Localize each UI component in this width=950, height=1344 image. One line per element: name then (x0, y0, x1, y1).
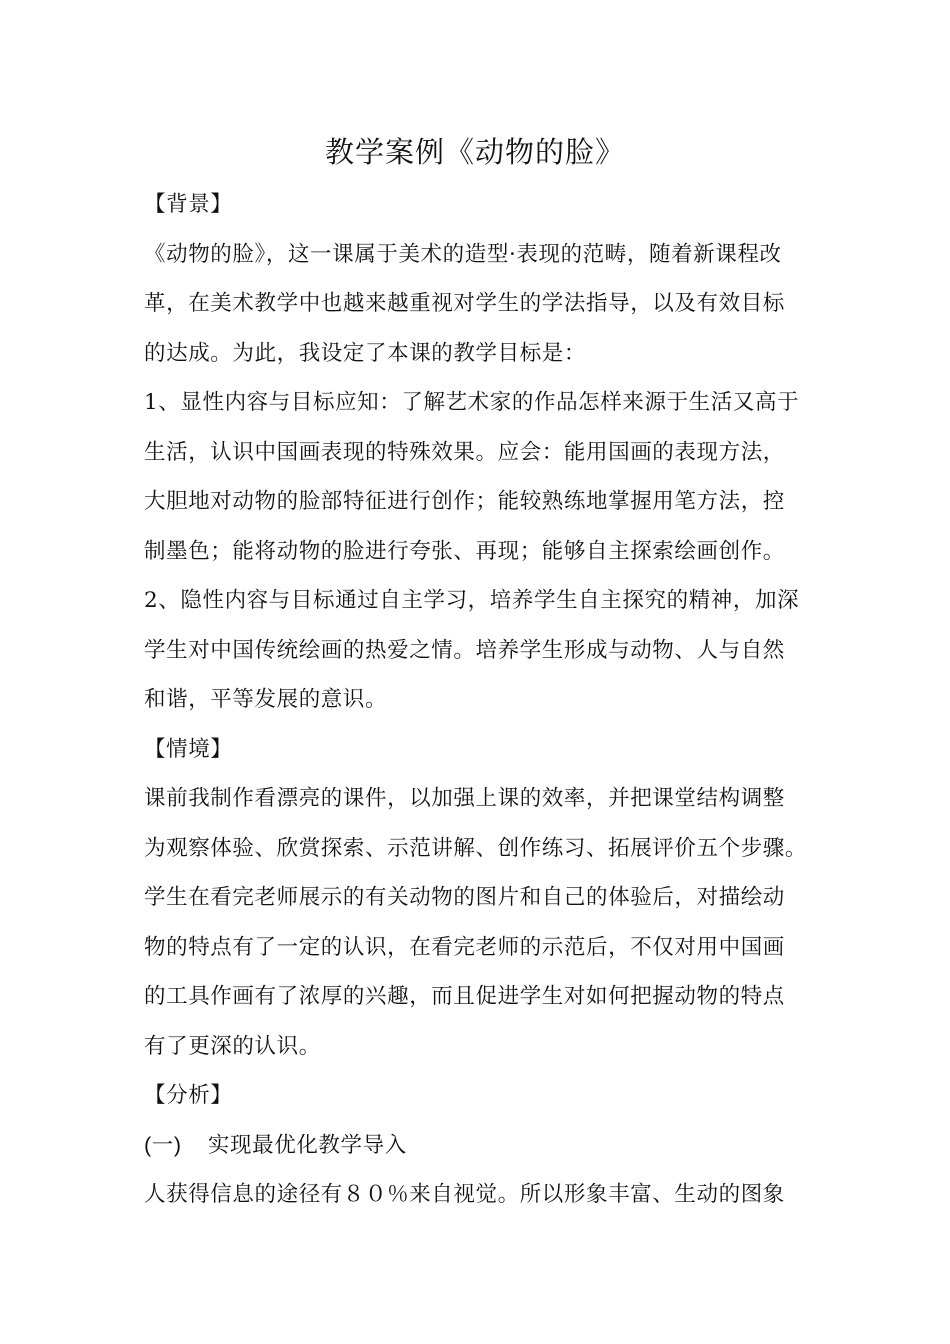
section-heading-background: 【背景】 (144, 192, 233, 217)
section-heading-situation: 【情境】 (144, 736, 233, 762)
paragraph-line: 2、隐性内容与目标通过自主学习，培养学生自主探究的精神，加深 (144, 588, 800, 613)
paragraph-line: 物的特点有了一定的认识，在看完老师的示范后，不仅对用中国画 (144, 934, 785, 960)
paragraph-line: 和谐，平等发展的意识。 (144, 687, 388, 712)
subsection-heading: (一) 实现最优化教学导入 (144, 1132, 407, 1157)
paragraph-line: 学生在看完老师展示的有关动物的图片和自己的体验后，对描绘动 (144, 885, 785, 910)
document-body (144, 180, 824, 1220)
paragraph-line: 学生对中国传统绘画的热爱之情。培养学生形成与动物、人与自然 (144, 637, 785, 663)
document-title: 教学案例《动物的脸》 (324, 135, 625, 169)
paragraph-line: 1、显性内容与目标应知：了解艺术家的作品怎样来源于生活又高于 (144, 390, 800, 415)
paragraph-line: 生活，认识中国画表现的特殊效果。应会：能用国画的表现方法， (144, 439, 785, 465)
paragraph-line: 人获得信息的途径有８０％来自视觉。所以形象丰富、生动的图象 (144, 1182, 785, 1207)
paragraph-line: 有了更深的认识。 (144, 1033, 321, 1059)
paragraph-line: 革，在美术教学中也越来越重视对学生的学法指导，以及有效目标 (144, 291, 785, 316)
paragraph-line: 《动物的脸》，这一课属于美术的造型·表现的范畴，随着新课程改 (144, 241, 782, 267)
paragraph-line: 大胆地对动物的脸部特征进行创作；能较熟练地掌握用笔方法，控 (144, 489, 785, 514)
paragraph-line: 课前我制作看漂亮的课件，以加强上课的效率，并把课堂结构调整 (144, 786, 785, 811)
paragraph-line: 的工具作画有了浓厚的兴趣，而且促进学生对如何把握动物的特点 (144, 984, 785, 1009)
section-heading-analysis: 【分析】 (144, 1083, 233, 1108)
paragraph-line: 制墨色；能将动物的脸进行夸张、再现；能够自主探索绘画创作。 (144, 538, 785, 564)
paragraph-line: 的达成。为此，我设定了本课的教学目标是： (144, 340, 587, 366)
paragraph-line: 为观察体验、欣赏探索、示范讲解、创作练习、拓展评价五个步骤。 (144, 835, 808, 861)
